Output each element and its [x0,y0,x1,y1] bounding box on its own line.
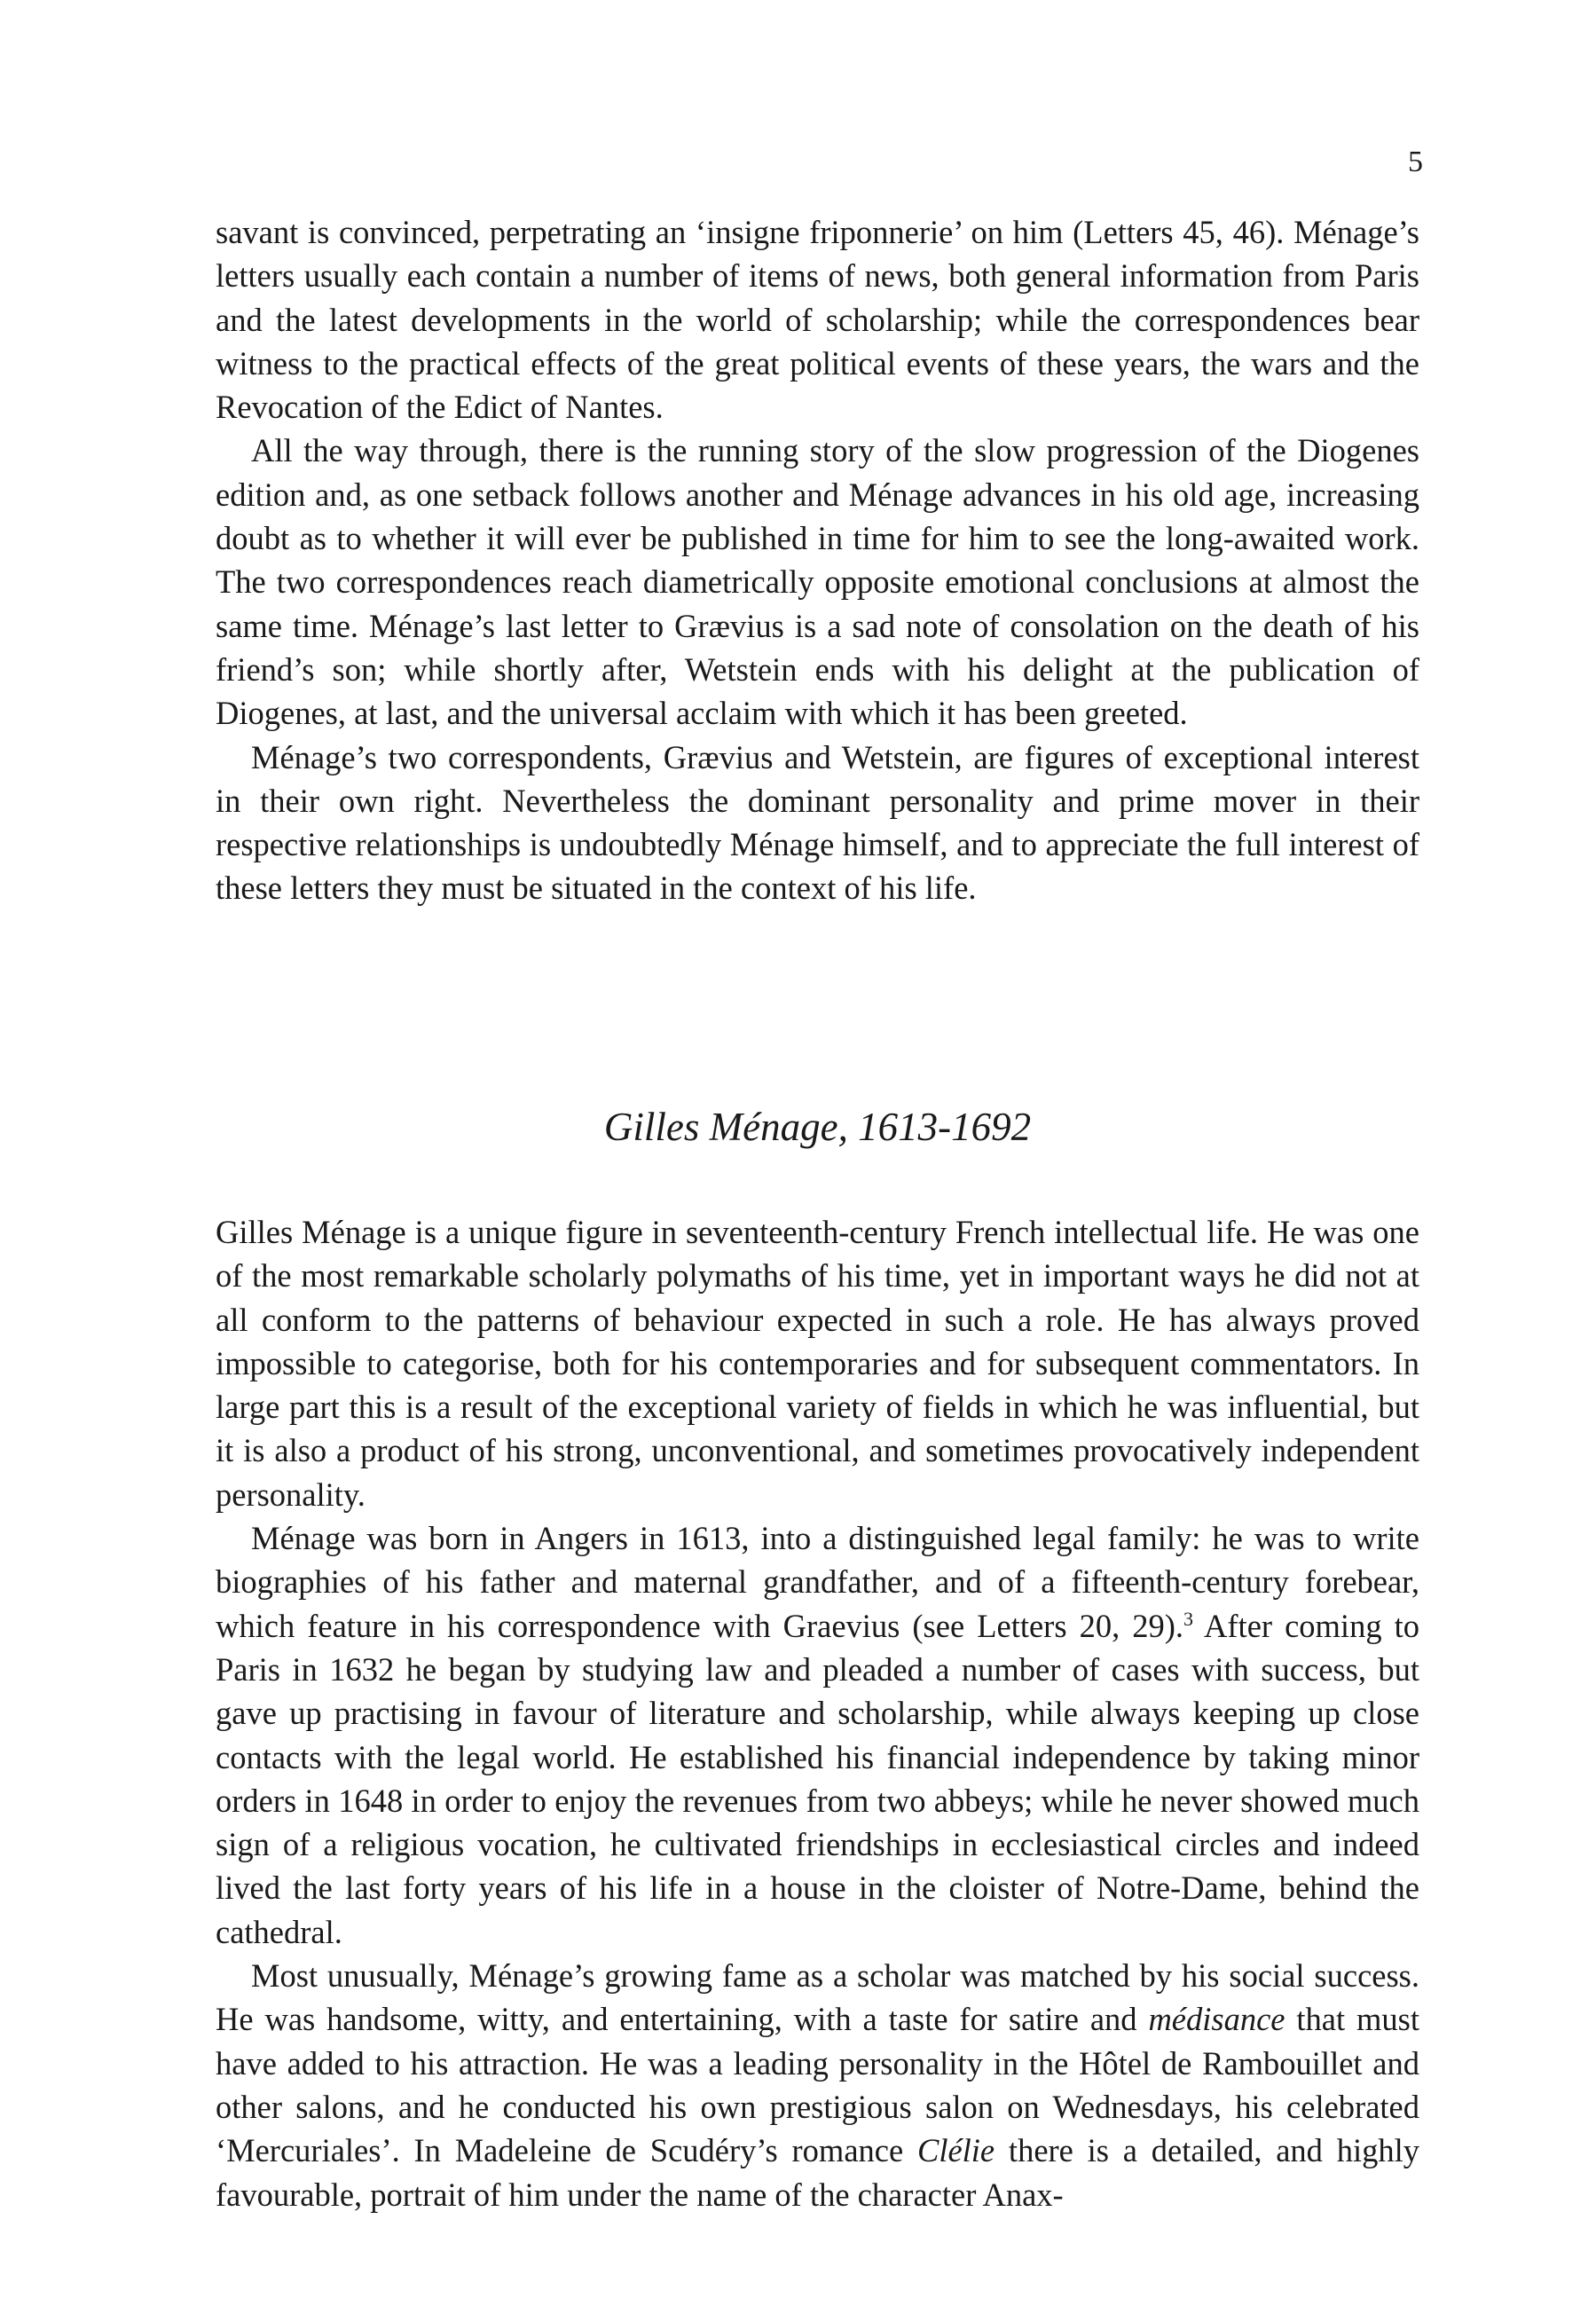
paragraph-5 [216,1516,1419,1954]
paragraph-6-text-a: Most unusually, Ménage’s growing fame as a scholar was matched by his social success. He was handsome, witty, and entertaining, with a taste for satire and [216,1957,1419,2038]
paragraph-4: Gilles Ménage is a unique figure in seventeenth-century French intellectual life. He was one of the most remarkable scholarly polymaths of his time, yet in important ways he did not at all conform to the patterns of behaviour expected in such a role. He has always proved impossible to categorise, both for his contemporaries and for subsequent commentators. In large part this is a result of the exceptional variety of fields in which he was influential, but it is also a product of his strong, unconventional, and sometimes provocatively independent personality. [216,1214,1419,1513]
paragraph-2: All the way through, there is the running story of the slow progression of the Diogenes edition and, as one setback follows another and Ménage advances in his old age, increasing doubt as to whether it will ever be published in time for him to see the long-awaited work. The two correspondences reach diametrically opposite emotional conclusions at almost the same time. Ménage’s last letter to Grævius is a sad note of consolation on the death of his friend’s son; while shortly after, Wetstein ends with his delight at the publication of Diogenes, at last, and the universal acclaim with which it has been greeted. [216,432,1419,732]
paragraph-3: Ménage’s two correspondents, Grævius and Wetstein, are figures of exceptional interest in their own right. Nevertheless the dominant personality and prime mover in their respective relationships is undoubtedly Ménage himself, and to appreciate the full interest of these letters they must be situated in the context of his life. [216,738,1419,907]
intro-text-block [216,210,1419,910]
paragraph-5-text-b: After coming to Paris in 1632 he began by studying law and pleaded a number of cases with success, but gave up practising in favour of literature and scholarship, while always keeping up close contacts with the legal world. He established his financial independence by taking minor orders in 1648 in order to enjoy the revenues from two abbeys; while he never showed much sign of a religious vocation, he cultivated friendships in ecclesiastical circles and indeed lived the last forty years of his life in a house in the cloister of Notre-Dame, behind the cathedral. [216,1607,1419,1950]
italic-title-clelie: Clélie [916,2132,995,2169]
paragraph-6-text-c: there is a detailed, and highly favourable, portrait of him under the name of the character Anax- [216,2132,1419,2213]
paragraph-1: savant is convinced, perpetrating an ‘insigne friponnerie’ on him (Letters 45, 46). Ménage’s letters usually each contain a number of items of news, both general information from Paris and the latest developments in the world of scholarship; while the correspondences bear witness to the practical effects of the great political events of these years, the wars and the Revocation of the Edict of Nantes. [216,214,1419,426]
biography-text-block [216,1210,1419,2216]
paragraph-6-text-b: that must have added to his attraction. He was a leading personality in the Hôtel de Rambouillet and other salons, and he conducted his own prestigious salon on Wednesdays, his celebrated ‘Mercuriales’. In Madeleine de Scudéry’s romance [216,2001,1420,2169]
paragraph-6 [216,1954,1419,2216]
page-number: 5 [1408,146,1423,178]
footnote-reference[interactable]: 3 [1183,1607,1194,1630]
paragraph-5-text-a: Ménage was born in Angers in 1613, into a distinguished legal family: he was to write biographies of his father and maternal grandfather, and of a fifteenth-century forebear, which feature in his correspondence with Graevius (see Letters 20, 29). [216,1520,1419,1644]
italic-term-medisance: médisance [1148,2001,1285,2038]
section-heading: Gilles Ménage, 1613-1692 [603,1105,1032,1149]
